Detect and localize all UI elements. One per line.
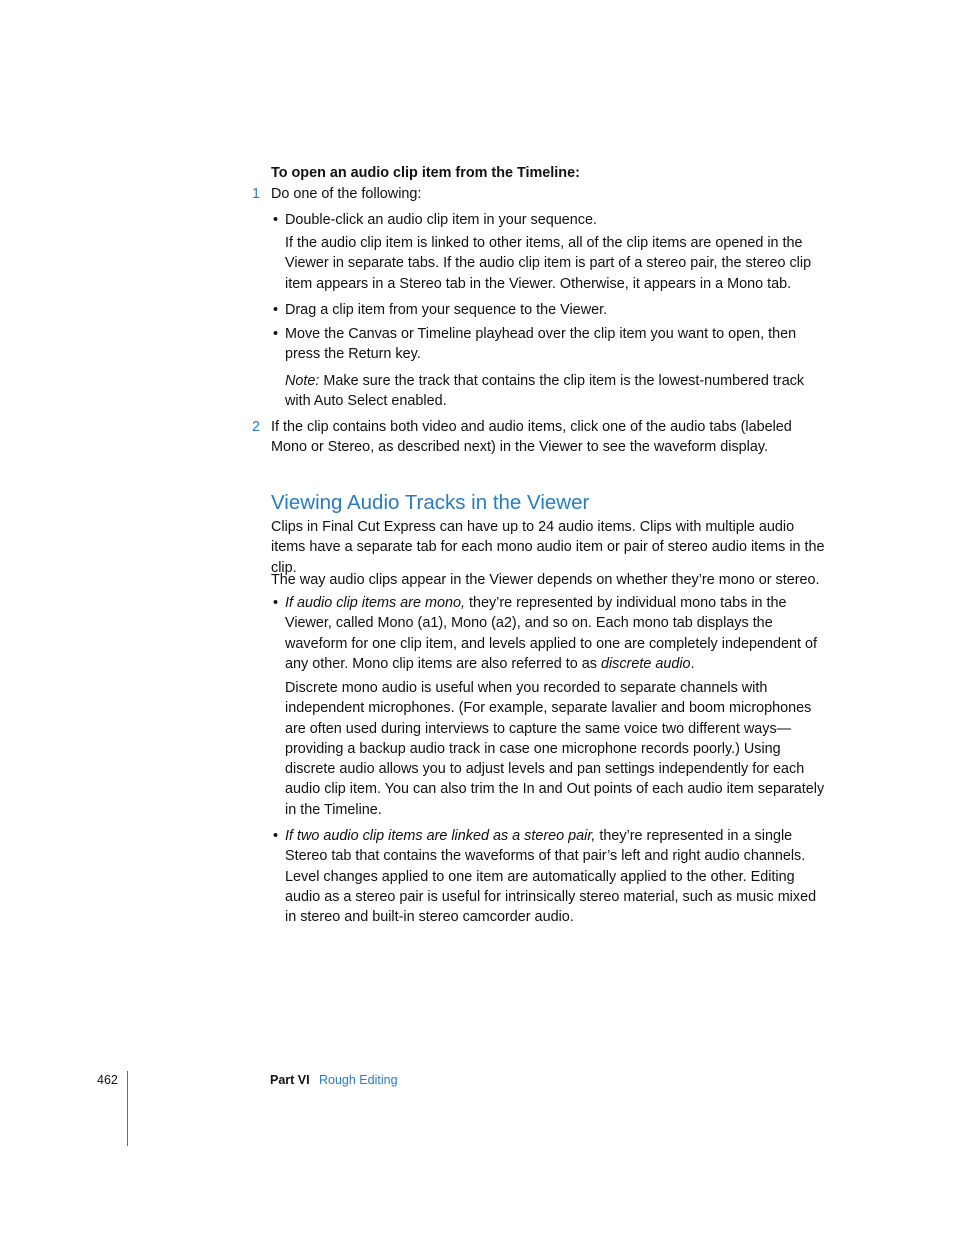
bullet-mono: [285, 593, 831, 674]
bullet-marker: •: [273, 302, 279, 318]
bullet-stereo-lead: If two audio clip items are linked as a stereo pair,: [285, 828, 596, 844]
page-number: 462: [97, 1073, 118, 1087]
mono-detail: Discrete mono audio is useful when you recorded to separate channels with independent microphones. (For example, separate lavalier and boom microphones are often used during interviews to capture the same voice two different ways—providing a backup audio track in case one microphone records poorly.) Using discrete audio allows you to adjust levels and pan settings independently for each audio clip item. You can also trim the In and Out points of each audio item separately in the Timeline.: [285, 680, 825, 818]
procedure-heading: To open an audio clip item from the Timeline:: [271, 165, 580, 181]
footer-part: Part VI: [270, 1073, 310, 1087]
bullet-marker: •: [273, 828, 279, 844]
step1-bullet-2: Drag a clip item from your sequence to the Viewer.: [285, 302, 608, 318]
section-paragraph-2: The way audio clips appear in the Viewer depends on whether they’re mono or stereo.: [271, 572, 820, 588]
bullet-mono-lead: If audio clip items are mono,: [285, 595, 465, 611]
step-number-1: 1: [252, 186, 261, 202]
note: [285, 371, 831, 412]
note-text: Make sure the track that contains the clip item is the lowest-numbered track with Auto Select enabled.: [285, 373, 805, 410]
bullet-stereo-text: they’re represented in a single Stereo tab that contains the waveforms of that pair’s left and right audio channels. Level changes applied to one item are automatically applied to the other. Editing audio as a stereo pair is useful for intrinsically stereo material, such as music mixed in stereo and built-in stereo camcorder audio.: [285, 828, 817, 926]
bullet-mono-end: .: [690, 655, 695, 672]
bullet-stereo: [285, 826, 831, 927]
step1-bullet-3: Move the Canvas or Timeline playhead over the clip item you want to open, then press the Return key.: [285, 326, 797, 363]
step1-bullet-1: Double-click an audio clip item in your sequence.: [285, 212, 597, 228]
step-number-2: 2: [252, 419, 261, 435]
bullet-marker: •: [273, 326, 279, 342]
footer-rule: [127, 1071, 128, 1146]
section-paragraph-1: Clips in Final Cut Express can have up to 24 audio items. Clips with multiple audio items have a separate tab for each mono audio item or pair of stereo audio items in the clip.: [271, 519, 825, 576]
section-heading: Viewing Audio Tracks in the Viewer: [271, 491, 590, 514]
step-1-text: Do one of the following:: [271, 186, 422, 202]
note-label: Note:: [285, 373, 320, 389]
bullet-marker: •: [273, 595, 279, 611]
discrete-audio-term: discrete audio: [600, 655, 691, 672]
bullet-mono-text: they’re represented by individual mono tabs in the Viewer, called Mono (a1), Mono (a2), and so on. Each mono tab displays the waveform for one clip item, and levels applied to one are completely independent of any other. Mono clip items are also referred to as: [285, 595, 817, 672]
footer-chapter: Rough Editing: [319, 1073, 398, 1087]
step1-bullet-1-detail: If the audio clip item is linked to other items, all of the clip items are opened in the Viewer in separate tabs. If the audio clip item is part of a stereo pair, the stereo clip item appears in a Stereo tab in the Viewer. Otherwise, it appears in a Mono tab.: [285, 235, 812, 292]
step-2-text: If the clip contains both video and audio items, click one of the audio tabs (labeled Mono or Stereo, as described next) in the Viewer to see the waveform display.: [271, 419, 792, 456]
bullet-marker: •: [273, 212, 279, 228]
